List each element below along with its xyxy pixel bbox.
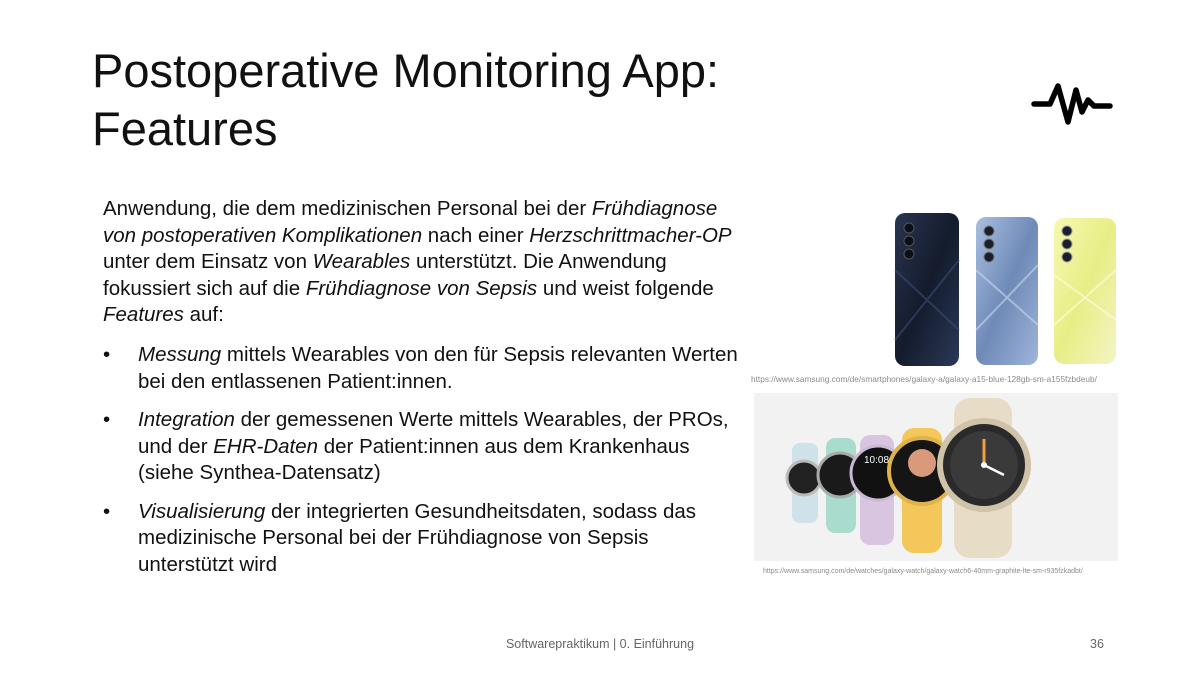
feature-text: der Patient:innen aus dem Krankenhaus (siehe Synthea-Datensatz)	[138, 434, 690, 484]
feature-item	[103, 342, 743, 395]
feature-text: mittels Wearables von den für Sepsis relevanten Werten bei den entlassenen Patient:innen.	[138, 343, 738, 393]
smartwatches-image	[754, 393, 1118, 561]
feature-list	[103, 342, 743, 590]
intro-emphasis: Wearables	[312, 250, 411, 273]
heartbeat-pulse-icon	[1030, 72, 1114, 132]
intro-text: auf:	[183, 303, 224, 326]
intro-emphasis: Frühdiagnose von Sepsis	[305, 276, 538, 300]
feature-text	[138, 500, 696, 576]
slide-title: Postoperative Monitoring App: Features	[92, 44, 720, 155]
bullet-icon: •	[103, 343, 111, 366]
bullet-icon: •	[103, 408, 111, 431]
smartphones-image	[880, 200, 1130, 370]
feature-emphasis: Integration	[138, 408, 235, 431]
intro-text: Anwendung, die dem medizinischen Personal bei der	[103, 197, 592, 220]
intro-text: und weist folgende	[537, 276, 714, 300]
feature-emphasis: Messung	[138, 343, 222, 366]
intro-text: unter dem Einsatz von	[103, 250, 313, 273]
feature-text	[138, 408, 729, 484]
intro-emphasis: Herzschrittmacher-OP	[529, 223, 732, 247]
intro-emphasis: Frühdiagnose von postoperativen Komplikationen	[103, 197, 718, 247]
bullet-icon: •	[103, 499, 111, 523]
page-number: 36	[1090, 637, 1104, 651]
phones-image-caption[interactable]: https://www.samsung.com/de/smartphones/galaxy-a/galaxy-a15-blue-128gb-sm-a155fzbdeub/	[751, 374, 1097, 384]
watches-image-caption[interactable]: https://www.samsung.com/de/watches/galaxy-watch/galaxy-watch6-40mm-graphite-lte-sm-r935fzkadbt/	[763, 568, 1083, 575]
intro-paragraph	[103, 196, 743, 329]
feature-item	[103, 499, 743, 579]
feature-emphasis: Visualisierung	[138, 499, 266, 523]
feature-item	[103, 407, 743, 487]
feature-emphasis: EHR-Daten	[213, 434, 319, 458]
feature-text: der integrierten Gesundheitsdaten, sodass das medizinische Personal bei der Frühdiagnose von Sepsis unterstützt wird	[138, 499, 697, 576]
feature-text	[138, 343, 738, 393]
intro-emphasis: Features	[103, 303, 184, 326]
intro-text: unterstützt. Die Anwendung fokussiert sich auf die	[103, 250, 667, 300]
feature-text: der gemessenen Werte mittels Wearables, der PROs, und der	[138, 408, 729, 458]
watch-time: 10:08	[864, 455, 890, 466]
intro-text: nach einer	[422, 223, 530, 247]
slide-footer: Softwarepraktikum | 0. Einführung	[505, 637, 695, 651]
